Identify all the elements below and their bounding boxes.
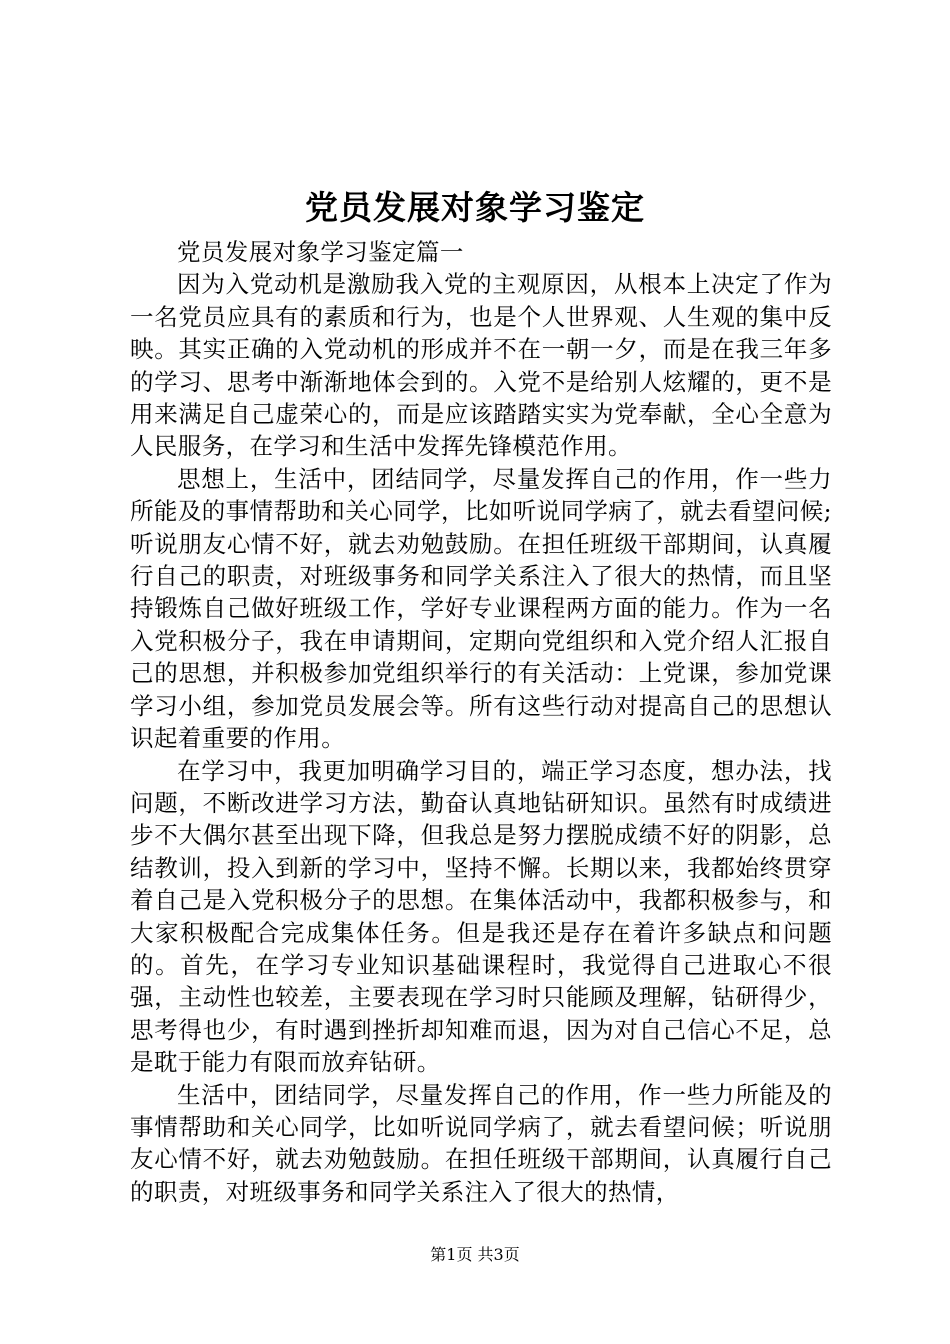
section-subtitle: 党员发展对象学习鉴定篇一 xyxy=(177,238,464,266)
document-body xyxy=(130,236,832,1208)
page-footer: 第1页 共3页 xyxy=(430,1245,520,1264)
paragraph-2: 思想上，生活中，团结同学，尽量发挥自己的作用，作一些力所能及的事情帮助和关心同学，比如听说同学病了，就去看望问候;听说朋友心情不好，就去劝勉鼓励。在担任班级干部期间，认真履行自己的职责，对班级事务和同学关系注入了很大的热情，而且坚持锻炼自己做好班级工作，学好专业课程两方面的能力。作为一名入党积极分子，我在申请期间，定期向党组织和入党介绍人汇报自己的思想，并积极参加党组织举行的有关活动：上党课，参加党课学习小组，参加党员发展会等。所有这些行动对提高自己的思想认识起着重要的作用。 xyxy=(130,464,832,753)
document-title: 党员发展对象学习鉴定 xyxy=(305,188,645,227)
paragraph-1: 因为入党动机是激励我入党的主观原因，从根本上决定了作为一名党员应具有的素质和行为，也是个人世界观、人生观的集中反映。其实正确的入党动机的形成并不在一朝一夕，而是在我三年多的学习、思考中渐渐地体会到的。入党不是给别人炫耀的，更不是用来满足自己虚荣心的，而是应该踏踏实实为党奉献，全心全意为人民服务，在学习和生活中发挥先锋模范作用。 xyxy=(130,270,832,461)
paragraph-3: 在学习中，我更加明确学习目的，端正学习态度，想办法，找问题，不断改进学习方法，勤奋认真地钻研知识。虽然有时成绩进步不大偶尔甚至出现下降，但我总是努力摆脱成绩不好的阴影，总结教训，投入到新的学习中，坚持不懈。长期以来，我都始终贯穿着自己是入党积极分子的思想。在集体活动中，我都积极参与，和大家积极配合完成集体任务。但是我还是存在着许多缺点和问题的。首先，在学习专业知识基础课程时，我觉得自己进取心不很强，主动性也较差，主要表现在学习时只能顾及理解，钻研得少，思考得也少，有时遇到挫折却知难而退，因为对自己信心不足，总是耽于能力有限而放弃钻研。 xyxy=(130,756,832,1077)
paragraph-4: 生活中，团结同学，尽量发挥自己的作用，作一些力所能及的事情帮助和关心同学，比如听说同学病了，就去看望问候；听说朋友心情不好，就去劝勉鼓励。在担任班级干部期间，认真履行自己的职责，对班级事务和同学关系注入了很大的热情， xyxy=(130,1080,832,1206)
